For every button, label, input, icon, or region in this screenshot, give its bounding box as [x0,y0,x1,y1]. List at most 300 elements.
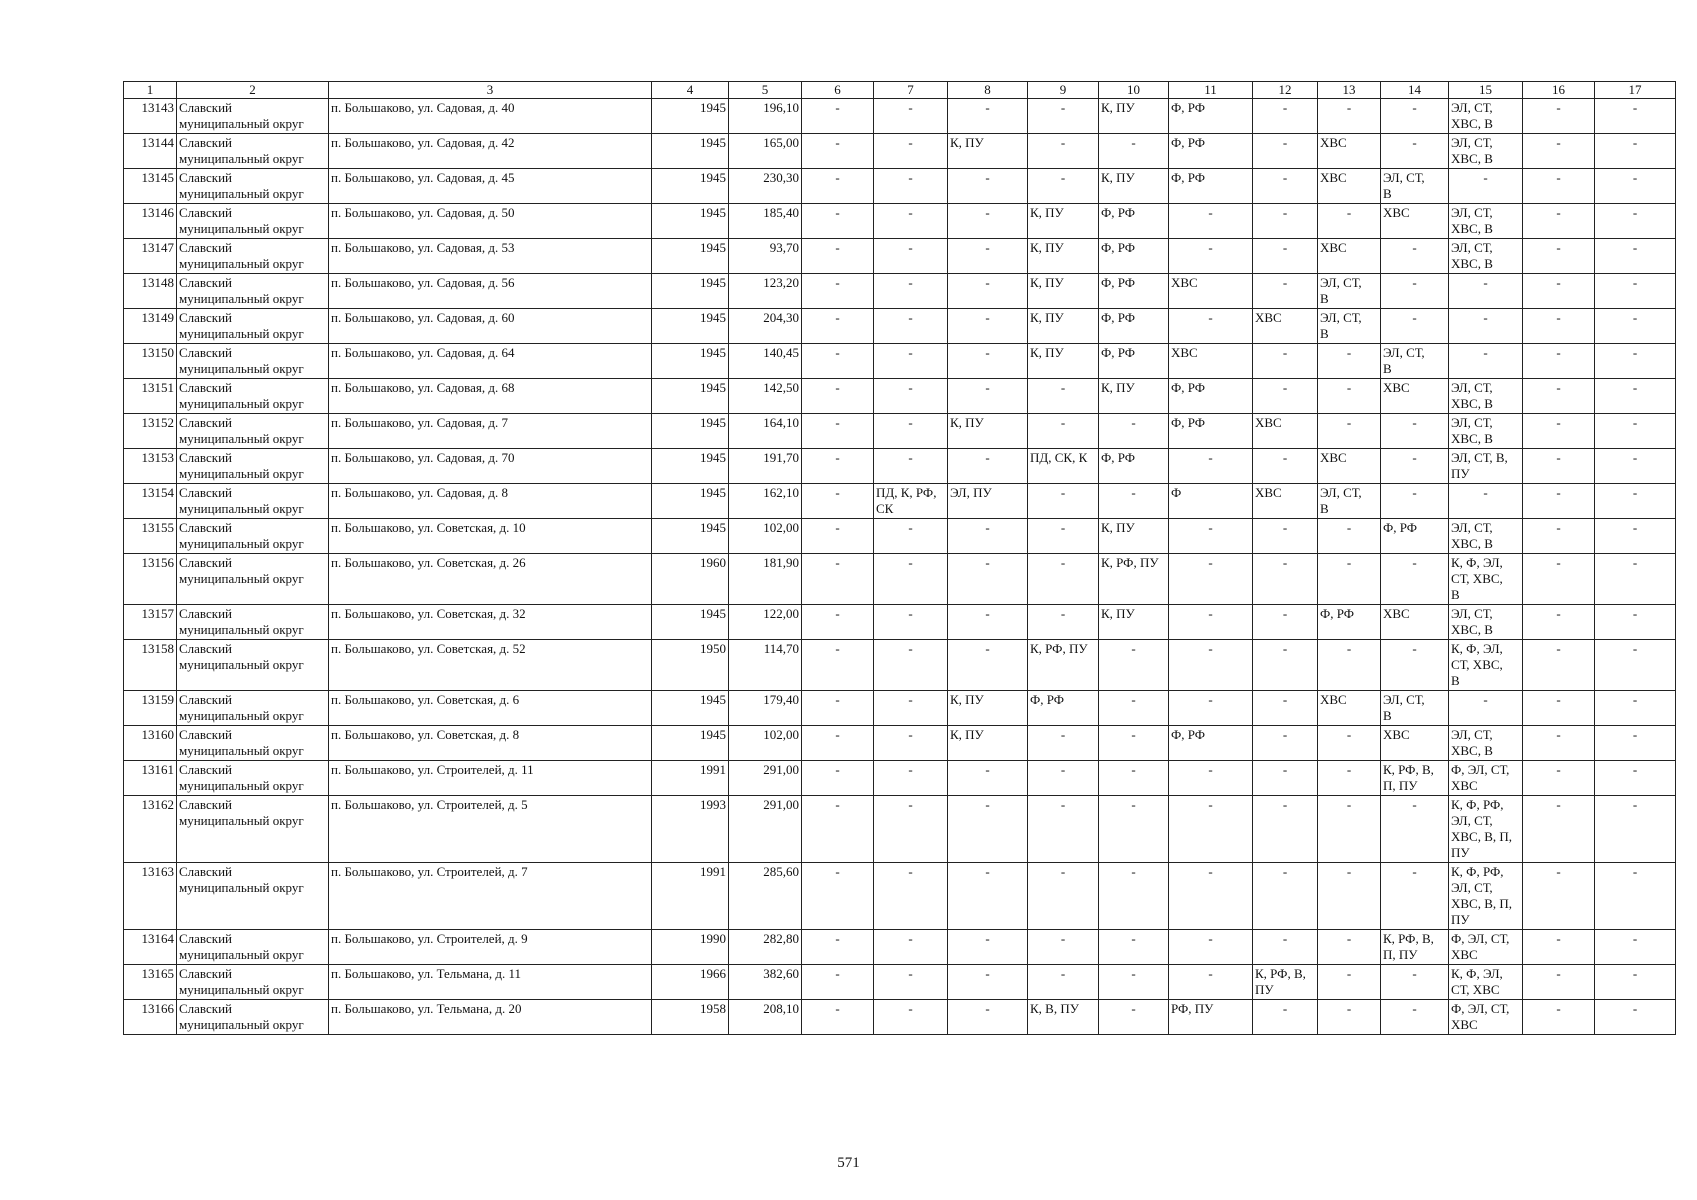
cell-col-9: - [1028,484,1099,519]
cell-col-5: 291,00 [729,761,802,796]
cell-col-13: - [1318,414,1381,449]
cell-col-7: - [874,691,948,726]
cell-col-15: - [1449,344,1523,379]
cell-col-10: - [1099,1000,1169,1035]
cell-col-17: - [1595,169,1676,204]
cell-col-3: п. Большаково, ул. Строителей, д. 11 [329,761,652,796]
cell-col-12: - [1253,134,1318,169]
cell-col-10: - [1099,726,1169,761]
cell-col-6: - [802,640,874,691]
cell-col-3: п. Большаково, ул. Советская, д. 26 [329,554,652,605]
cell-col-2: Славский муниципальный округ [177,1000,329,1035]
cell-col-17: - [1595,761,1676,796]
cell-col-5: 204,30 [729,309,802,344]
cell-col-13: - [1318,761,1381,796]
cell-col-2: Славский муниципальный округ [177,344,329,379]
table-row [124,99,1676,134]
cell-col-12: - [1253,239,1318,274]
cell-col-6: - [802,796,874,863]
cell-col-16: - [1523,640,1595,691]
cell-col-8: - [948,863,1028,930]
cell-col-4: 1966 [652,965,729,1000]
table-row [124,761,1676,796]
cell-col-8: ЭЛ, ПУ [948,484,1028,519]
cell-col-15: К, Ф, РФ, ЭЛ, СТ, ХВС, В, П, ПУ [1449,863,1523,930]
cell-col-3: п. Большаково, ул. Строителей, д. 7 [329,863,652,930]
cell-col-4: 1991 [652,863,729,930]
cell-col-17: - [1595,796,1676,863]
cell-col-7: - [874,379,948,414]
cell-col-14: - [1381,796,1449,863]
cell-col-4: 1945 [652,726,729,761]
cell-col-10: - [1099,796,1169,863]
cell-col-7: - [874,965,948,1000]
cell-col-16: - [1523,605,1595,640]
cell-col-1: 13160 [124,726,177,761]
cell-col-7: - [874,554,948,605]
cell-col-10: Ф, РФ [1099,309,1169,344]
cell-col-9: - [1028,134,1099,169]
cell-col-1: 13156 [124,554,177,605]
cell-col-16: - [1523,169,1595,204]
cell-col-1: 13145 [124,169,177,204]
cell-col-4: 1991 [652,761,729,796]
cell-col-17: - [1595,204,1676,239]
table-row [124,414,1676,449]
cell-col-1: 13148 [124,274,177,309]
cell-col-16: - [1523,309,1595,344]
cell-col-9: К, ПУ [1028,204,1099,239]
cell-col-11: - [1169,449,1253,484]
cell-col-1: 13159 [124,691,177,726]
table-row [124,930,1676,965]
cell-col-12: - [1253,449,1318,484]
cell-col-2: Славский муниципальный округ [177,204,329,239]
cell-col-17: - [1595,449,1676,484]
cell-col-12: ХВС [1253,414,1318,449]
cell-col-12: - [1253,691,1318,726]
cell-col-1: 13144 [124,134,177,169]
cell-col-10: Ф, РФ [1099,344,1169,379]
cell-col-15: Ф, ЭЛ, СТ, ХВС [1449,761,1523,796]
cell-col-7: - [874,274,948,309]
cell-col-1: 13158 [124,640,177,691]
cell-col-2: Славский муниципальный округ [177,309,329,344]
column-header-9: 9 [1028,82,1099,99]
cell-col-1: 13143 [124,99,177,134]
cell-col-11: - [1169,796,1253,863]
cell-col-9: К, ПУ [1028,344,1099,379]
cell-col-5: 164,10 [729,414,802,449]
cell-col-15: К, Ф, ЭЛ, СТ, ХВС, В [1449,640,1523,691]
cell-col-11: - [1169,605,1253,640]
cell-col-2: Славский муниципальный округ [177,484,329,519]
cell-col-6: - [802,863,874,930]
cell-col-16: - [1523,796,1595,863]
column-header-14: 14 [1381,82,1449,99]
cell-col-15: - [1449,484,1523,519]
cell-col-17: - [1595,379,1676,414]
cell-col-5: 142,50 [729,379,802,414]
cell-col-9: - [1028,414,1099,449]
cell-col-12: - [1253,640,1318,691]
cell-col-11: Ф [1169,484,1253,519]
cell-col-4: 1993 [652,796,729,863]
cell-col-15: - [1449,169,1523,204]
table-row [124,554,1676,605]
cell-col-12: - [1253,863,1318,930]
cell-col-9: К, В, ПУ [1028,1000,1099,1035]
cell-col-11: Ф, РФ [1169,134,1253,169]
cell-col-13: - [1318,554,1381,605]
cell-col-14: ХВС [1381,204,1449,239]
cell-col-13: ЭЛ, СТ, В [1318,309,1381,344]
cell-col-6: - [802,344,874,379]
cell-col-1: 13161 [124,761,177,796]
cell-col-11: - [1169,519,1253,554]
cell-col-2: Славский муниципальный округ [177,796,329,863]
cell-col-7: - [874,761,948,796]
cell-col-5: 123,20 [729,274,802,309]
cell-col-16: - [1523,134,1595,169]
cell-col-14: ХВС [1381,726,1449,761]
cell-col-3: п. Большаково, ул. Садовая, д. 45 [329,169,652,204]
cell-col-5: 165,00 [729,134,802,169]
cell-col-4: 1945 [652,414,729,449]
cell-col-6: - [802,309,874,344]
cell-col-6: - [802,554,874,605]
cell-col-16: - [1523,379,1595,414]
cell-col-14: ЭЛ, СТ, В [1381,169,1449,204]
cell-col-3: п. Большаково, ул. Садовая, д. 70 [329,449,652,484]
cell-col-2: Славский муниципальный округ [177,726,329,761]
cell-col-13: ХВС [1318,134,1381,169]
cell-col-9: - [1028,796,1099,863]
cell-col-4: 1990 [652,930,729,965]
cell-col-7: - [874,204,948,239]
cell-col-4: 1960 [652,554,729,605]
cell-col-4: 1945 [652,449,729,484]
cell-col-10: - [1099,414,1169,449]
cell-col-14: - [1381,484,1449,519]
cell-col-7: - [874,605,948,640]
cell-col-15: ЭЛ, СТ, ХВС, В [1449,726,1523,761]
column-header-12: 12 [1253,82,1318,99]
cell-col-8: - [948,519,1028,554]
cell-col-13: Ф, РФ [1318,605,1381,640]
cell-col-15: К, Ф, ЭЛ, СТ, ХВС, В [1449,554,1523,605]
cell-col-5: 181,90 [729,554,802,605]
cell-col-6: - [802,761,874,796]
cell-col-17: - [1595,309,1676,344]
cell-col-11: Ф, РФ [1169,169,1253,204]
cell-col-4: 1945 [652,204,729,239]
cell-col-12: - [1253,99,1318,134]
cell-col-2: Славский муниципальный округ [177,169,329,204]
cell-col-1: 13165 [124,965,177,1000]
table-row [124,449,1676,484]
cell-col-7: - [874,99,948,134]
table-row [124,134,1676,169]
cell-col-14: Ф, РФ [1381,519,1449,554]
cell-col-10: К, РФ, ПУ [1099,554,1169,605]
cell-col-3: п. Большаково, ул. Садовая, д. 42 [329,134,652,169]
cell-col-15: ЭЛ, СТ, ХВС, В [1449,99,1523,134]
cell-col-15: Ф, ЭЛ, СТ, ХВС [1449,930,1523,965]
page-number: 571 [837,1155,860,1171]
cell-col-17: - [1595,484,1676,519]
cell-col-13: - [1318,379,1381,414]
cell-col-8: - [948,796,1028,863]
cell-col-3: п. Большаково, ул. Садовая, д. 64 [329,344,652,379]
cell-col-9: - [1028,965,1099,1000]
cell-col-13: - [1318,930,1381,965]
cell-col-13: ХВС [1318,239,1381,274]
table-row [124,605,1676,640]
cell-col-9: - [1028,605,1099,640]
cell-col-9: К, ПУ [1028,239,1099,274]
cell-col-17: - [1595,344,1676,379]
cell-col-15: ЭЛ, СТ, В, ПУ [1449,449,1523,484]
cell-col-8: К, ПУ [948,134,1028,169]
cell-col-7: - [874,726,948,761]
cell-col-8: - [948,99,1028,134]
cell-col-3: п. Большаково, ул. Садовая, д. 53 [329,239,652,274]
cell-col-6: - [802,414,874,449]
table-row [124,726,1676,761]
cell-col-11: - [1169,965,1253,1000]
cell-col-17: - [1595,134,1676,169]
cell-col-1: 13163 [124,863,177,930]
cell-col-17: - [1595,274,1676,309]
cell-col-13: - [1318,640,1381,691]
cell-col-16: - [1523,863,1595,930]
cell-col-7: - [874,309,948,344]
cell-col-17: - [1595,99,1676,134]
cell-col-5: 102,00 [729,519,802,554]
cell-col-11: - [1169,691,1253,726]
cell-col-6: - [802,965,874,1000]
cell-col-13: ХВС [1318,169,1381,204]
cell-col-1: 13150 [124,344,177,379]
cell-col-9: - [1028,379,1099,414]
cell-col-12: ХВС [1253,309,1318,344]
table-row [124,344,1676,379]
cell-col-8: - [948,169,1028,204]
cell-col-8: - [948,344,1028,379]
cell-col-9: Ф, РФ [1028,691,1099,726]
cell-col-1: 13162 [124,796,177,863]
cell-col-14: - [1381,99,1449,134]
cell-col-2: Славский муниципальный округ [177,761,329,796]
cell-col-6: - [802,449,874,484]
cell-col-3: п. Большаково, ул. Садовая, д. 50 [329,204,652,239]
cell-col-4: 1945 [652,99,729,134]
cell-col-4: 1945 [652,274,729,309]
cell-col-14: - [1381,640,1449,691]
cell-col-8: - [948,640,1028,691]
cell-col-12: - [1253,274,1318,309]
table-row [124,204,1676,239]
cell-col-15: - [1449,309,1523,344]
table-row [124,169,1676,204]
cell-col-6: - [802,484,874,519]
cell-col-1: 13146 [124,204,177,239]
cell-col-5: 140,45 [729,344,802,379]
cell-col-11: РФ, ПУ [1169,1000,1253,1035]
column-header-2: 2 [177,82,329,99]
cell-col-13: - [1318,99,1381,134]
cell-col-3: п. Большаково, ул. Садовая, д. 40 [329,99,652,134]
cell-col-8: - [948,965,1028,1000]
cell-col-10: - [1099,640,1169,691]
cell-col-14: - [1381,554,1449,605]
cell-col-10: К, ПУ [1099,169,1169,204]
cell-col-12: - [1253,605,1318,640]
cell-col-9: К, ПУ [1028,309,1099,344]
cell-col-14: ЭЛ, СТ, В [1381,344,1449,379]
cell-col-16: - [1523,204,1595,239]
cell-col-16: - [1523,484,1595,519]
cell-col-2: Славский муниципальный округ [177,99,329,134]
cell-col-7: - [874,134,948,169]
cell-col-4: 1958 [652,1000,729,1035]
cell-col-10: К, ПУ [1099,99,1169,134]
cell-col-10: Ф, РФ [1099,239,1169,274]
cell-col-12: - [1253,1000,1318,1035]
cell-col-12: - [1253,554,1318,605]
cell-col-10: К, ПУ [1099,379,1169,414]
cell-col-16: - [1523,449,1595,484]
cell-col-1: 13149 [124,309,177,344]
cell-col-3: п. Большаково, ул. Садовая, д. 68 [329,379,652,414]
cell-col-6: - [802,274,874,309]
cell-col-17: - [1595,640,1676,691]
cell-col-17: - [1595,965,1676,1000]
cell-col-16: - [1523,691,1595,726]
cell-col-10: - [1099,761,1169,796]
cell-col-8: - [948,274,1028,309]
cell-col-7: - [874,1000,948,1035]
cell-col-1: 13166 [124,1000,177,1035]
cell-col-11: ХВС [1169,274,1253,309]
table-row [124,691,1676,726]
cell-col-4: 1945 [652,519,729,554]
cell-col-8: - [948,379,1028,414]
cell-col-8: - [948,761,1028,796]
cell-col-11: - [1169,761,1253,796]
cell-col-6: - [802,691,874,726]
cell-col-8: - [948,309,1028,344]
cell-col-5: 122,00 [729,605,802,640]
cell-col-10: - [1099,691,1169,726]
cell-col-7: ПД, К, РФ, СК [874,484,948,519]
column-header-5: 5 [729,82,802,99]
cell-col-16: - [1523,965,1595,1000]
cell-col-2: Славский муниципальный округ [177,965,329,1000]
cell-col-4: 1950 [652,640,729,691]
cell-col-15: ЭЛ, СТ, ХВС, В [1449,204,1523,239]
cell-col-5: 208,10 [729,1000,802,1035]
cell-col-6: - [802,169,874,204]
cell-col-8: - [948,204,1028,239]
column-header-6: 6 [802,82,874,99]
cell-col-13: ХВС [1318,691,1381,726]
cell-col-17: - [1595,605,1676,640]
cell-col-2: Славский муниципальный округ [177,691,329,726]
cell-col-8: К, ПУ [948,691,1028,726]
cell-col-11: - [1169,309,1253,344]
cell-col-8: - [948,930,1028,965]
cell-col-15: ЭЛ, СТ, ХВС, В [1449,239,1523,274]
cell-col-6: - [802,239,874,274]
cell-col-13: - [1318,965,1381,1000]
cell-col-2: Славский муниципальный округ [177,930,329,965]
cell-col-10: Ф, РФ [1099,449,1169,484]
cell-col-15: Ф, ЭЛ, СТ, ХВС [1449,1000,1523,1035]
cell-col-17: - [1595,554,1676,605]
cell-col-2: Славский муниципальный округ [177,379,329,414]
cell-col-17: - [1595,1000,1676,1035]
cell-col-7: - [874,796,948,863]
cell-col-2: Славский муниципальный округ [177,640,329,691]
cell-col-5: 93,70 [729,239,802,274]
cell-col-16: - [1523,99,1595,134]
cell-col-15: ЭЛ, СТ, ХВС, В [1449,519,1523,554]
cell-col-8: К, ПУ [948,414,1028,449]
cell-col-14: - [1381,239,1449,274]
cell-col-4: 1945 [652,605,729,640]
cell-col-14: К, РФ, В, П, ПУ [1381,761,1449,796]
table-row [124,796,1676,863]
cell-col-6: - [802,726,874,761]
cell-col-4: 1945 [652,379,729,414]
cell-col-13: - [1318,519,1381,554]
cell-col-1: 13147 [124,239,177,274]
cell-col-14: - [1381,965,1449,1000]
cell-col-5: 102,00 [729,726,802,761]
cell-col-5: 282,80 [729,930,802,965]
column-header-13: 13 [1318,82,1381,99]
cell-col-8: - [948,554,1028,605]
cell-col-17: - [1595,691,1676,726]
cell-col-3: п. Большаково, ул. Советская, д. 32 [329,605,652,640]
cell-col-3: п. Большаково, ул. Советская, д. 8 [329,726,652,761]
cell-col-5: 230,30 [729,169,802,204]
table-row [124,379,1676,414]
cell-col-10: К, ПУ [1099,519,1169,554]
cell-col-6: - [802,930,874,965]
cell-col-12: - [1253,761,1318,796]
cell-col-11: Ф, РФ [1169,726,1253,761]
cell-col-4: 1945 [652,134,729,169]
cell-col-16: - [1523,414,1595,449]
data-table [123,81,1676,1035]
cell-col-1: 13153 [124,449,177,484]
cell-col-6: - [802,605,874,640]
cell-col-9: К, ПУ [1028,274,1099,309]
column-header-4: 4 [652,82,729,99]
cell-col-4: 1945 [652,691,729,726]
cell-col-16: - [1523,519,1595,554]
cell-col-3: п. Большаково, ул. Советская, д. 10 [329,519,652,554]
table-row [124,640,1676,691]
cell-col-16: - [1523,344,1595,379]
cell-col-15: ЭЛ, СТ, ХВС, В [1449,134,1523,169]
cell-col-16: - [1523,239,1595,274]
cell-col-7: - [874,344,948,379]
cell-col-15: - [1449,274,1523,309]
